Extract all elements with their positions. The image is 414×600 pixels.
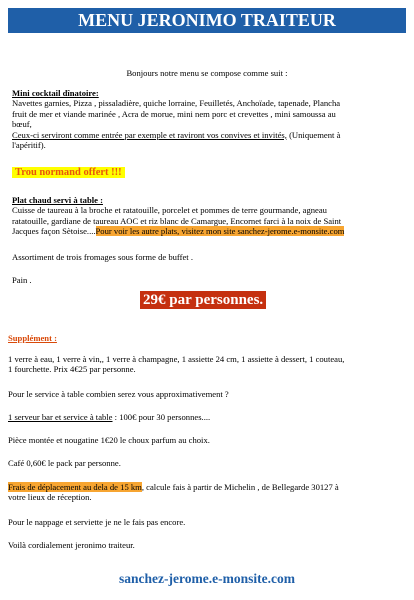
cocktail-note	[12, 130, 340, 140]
frais-line2: votre lieux de réception.	[8, 492, 92, 503]
signature-text: Voilà cordialement jeronimo traiteur.	[8, 540, 135, 550]
serveur-line	[8, 412, 210, 422]
nappage-text: Pour le nappage et serviette je ne le fais pas encore.	[8, 517, 186, 527]
cocktail-note-line2: l'apéritif).	[12, 140, 46, 151]
pain-text: Pain .	[12, 275, 32, 285]
cocktail-section	[12, 88, 340, 150]
supplement-label: Supplément :	[8, 333, 57, 343]
trou-normand-row	[12, 167, 125, 178]
plat-section	[12, 195, 344, 237]
cocktail-note-underlined: Ceux-ci serviront comme entrée par exemple et raviront vos convives et invités,	[12, 129, 287, 140]
menu-title: MENU JERONIMO TRAITEUR	[8, 8, 406, 33]
cocktail-line: bœuf,	[12, 119, 32, 130]
cocktail-line: Navettes garnies, Pizza , pissaladière, quiche lorraine, Feuilletés, Anchoïade, tapenade, Plancha	[12, 98, 341, 109]
cocktail-line: fruit de mer et viande marinée , Acra de morue, mini nem porc et crevettes , mini samoussa au	[12, 108, 336, 119]
serveur-rest: : 100€ pour 30 personnes....	[112, 412, 211, 422]
supplement-details	[8, 354, 344, 375]
piece-montee-text: Pièce montée et nougatine 1€20 le choux parfum au choix.	[8, 435, 210, 445]
frais-highlight: Frais de déplacement au dela de 15 km	[8, 482, 142, 492]
site-link[interactable]: sanchez-jerome.e-monsite.com	[119, 571, 295, 586]
price-badge: 29€ par personnes.	[140, 291, 266, 309]
frais-line	[8, 482, 339, 492]
plat-line-last	[12, 226, 344, 236]
trou-normand-badge: Trou normand offert !!!	[12, 167, 125, 178]
fromages-text: Assortiment de trois fromages sous forme de buffet .	[12, 252, 193, 262]
supplement-heading	[8, 333, 57, 343]
site-link-highlight[interactable]: Pour voir les autre plats, visitez mon site sanchez-jerome.e-monsite.com	[95, 226, 345, 237]
plat-line: ratatouille, gardiane de taureau AOC et riz blanc de Camargue, Encornet farci à la noix de Saint	[12, 215, 342, 226]
plat-last-start: Jacques façon Sètoise....	[12, 226, 96, 237]
plat-line: Cuisse de taureau à la broche et ratatouille, porcelet et pommes de terre gourmande, agneau	[12, 205, 327, 216]
cafe-text: Café 0,60€ le pack par personne.	[8, 458, 121, 468]
intro-text: Bonjours notre menu se compose comme suit :	[126, 68, 288, 78]
frais-rest: , calcule fais à partir de Michelin , de Bellegarde 30127 à	[141, 482, 339, 492]
supplement-line: 1 fourchette. Prix 4€25 par personne.	[8, 364, 136, 375]
plat-heading: Plat chaud servi à table :	[12, 195, 103, 205]
serveur-underlined: 1 serveur bar et service à table	[8, 412, 113, 422]
service-question: Pour le service à table combien serez vous approximativement ?	[8, 389, 229, 399]
frais-section	[8, 482, 339, 503]
cocktail-note-rest: (Uniquement à	[286, 129, 341, 140]
cocktail-heading: Mini cocktail dînatoire:	[12, 88, 99, 98]
supplement-line: 1 verre à eau, 1 verre à vin,, 1 verre à champagne, 1 assiette 24 cm, 1 assiette à dessert, 1 couteau,	[8, 354, 345, 364]
